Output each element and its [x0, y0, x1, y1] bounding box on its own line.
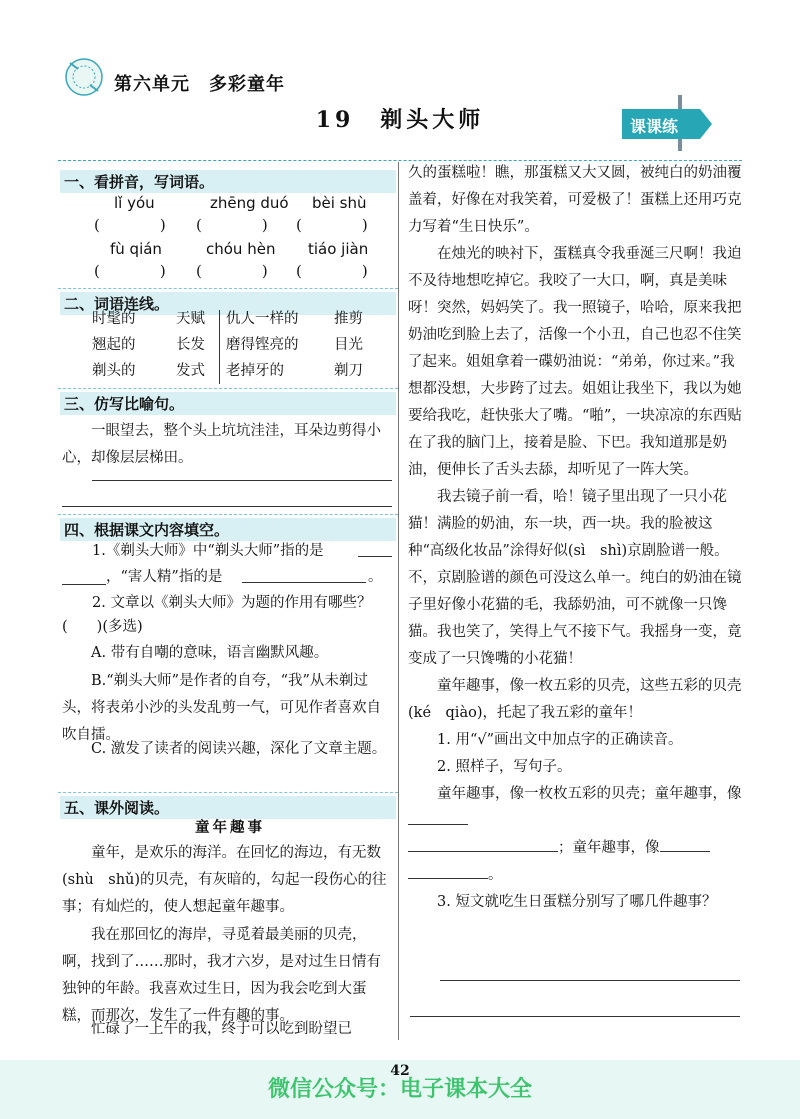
answer-line[interactable] — [408, 878, 488, 879]
story-paragraph: 童年趣事，像一枚五彩的贝壳，这些五彩的贝壳(ké qiào)，托起了我五彩的童年！ — [408, 678, 742, 721]
practice-tag-icon — [620, 105, 715, 143]
answer-line[interactable] — [410, 1016, 740, 1017]
question-4-1b: ，“害人精”指的是 — [106, 569, 223, 585]
match-left-word[interactable]: 剃头的 — [92, 363, 136, 379]
story-paragraph: 久的蛋糕啦！瞧，那蛋糕又大又圆，被纯白的奶油覆盖着，好像在对我笑着，可爱极了！蛋糕上还用巧克力写着“生日快乐”。 — [408, 165, 742, 235]
match-left-word[interactable]: 翘起的 — [92, 337, 136, 353]
question-4-2-choice[interactable]: ( )(多选) — [62, 619, 143, 635]
pinyin-5: chóu hèn — [206, 240, 276, 258]
pinyin-4: fù qián — [110, 240, 162, 258]
match-right-word[interactable]: 老掉牙的 — [226, 363, 284, 379]
match-right-word[interactable]: 仇人一样的 — [226, 311, 299, 327]
question-5-2-stem — [408, 781, 743, 835]
option-b-text: B.“剃头大师”是作者的自夸，“我”从未剃过头，将表弟小沙的头发乱剪一气，可见作者喜欢自吹自擂。 — [62, 673, 381, 743]
page-number: 42 — [390, 1063, 410, 1079]
match-right-word[interactable]: 目光 — [334, 337, 363, 353]
match-right-word[interactable]: 剃刀 — [334, 363, 363, 379]
story-paragraph — [62, 840, 392, 921]
answer-line[interactable] — [92, 480, 392, 481]
pinyin-3: bèi shù — [312, 194, 367, 212]
question-5-2: 2. 照样子，写句子。 — [437, 759, 572, 775]
section-3-title: 三、仿写比喻句。 — [60, 392, 396, 415]
answer-blank[interactable]: ( ) — [296, 262, 368, 280]
answer-line[interactable] — [62, 506, 392, 507]
section-5-title: 五、课外阅读。 — [60, 796, 396, 819]
answer-line[interactable] — [660, 851, 710, 852]
story-paragraph — [62, 1016, 392, 1043]
option-a-text: A. 带有自嘲的意味，语言幽默风趣。 — [91, 645, 329, 661]
answer-line[interactable] — [440, 980, 740, 981]
match-left-word[interactable]: 发式 — [176, 363, 205, 379]
question-4-1c: 。 — [368, 569, 383, 585]
question-5-2-stem-2 — [408, 835, 743, 862]
pinyin-2: zhēng duó — [210, 194, 289, 212]
match-left-word[interactable]: 长发 — [176, 337, 205, 353]
section-4-title: 四、根据课文内容填空。 — [60, 518, 396, 541]
match-divider — [219, 310, 220, 384]
story-title: 童年趣事 — [195, 819, 265, 836]
question-4-1a: 1.《剃头大师》中“剃头大师”指的是 — [92, 543, 324, 559]
section-2-title: 二、词语连线。 — [60, 292, 396, 315]
match-right-word[interactable]: 推剪 — [334, 311, 363, 327]
match-left-word[interactable]: 天赋 — [176, 311, 205, 327]
answer-blank[interactable]: ( ) — [196, 262, 268, 280]
unit-badge-icon — [62, 55, 106, 99]
section-divider — [58, 288, 398, 289]
story-paragraph: 在烛光的映衬下，蛋糕真令我垂涎三尺啊！我迫不及待地想吃掉它。我咬了一大口，啊，真是美味呀！突然，妈妈笑了。我一照镜子，哈哈，原来我把奶油吃到脸上去了，活像一个小丑，自己也忍不住笑了起来。姐姐拿着一碟奶油说：“弟弟，你过来。”我想都没想，大步跨了过去。姐姐让我坐下，我以为她要给我吃，赶快张大了嘴。“啪”，一块凉凉的东西贴在了我的脑门上，接着是脸、下巴。我知道那是奶油，便伸长了舌头去舔，却听见了一阵大笑。 — [408, 246, 742, 478]
section-divider — [58, 388, 398, 389]
section-divider — [58, 514, 398, 515]
answer-blank[interactable]: ( ) — [196, 216, 268, 234]
answer-line[interactable] — [62, 584, 106, 585]
answer-blank[interactable]: ( ) — [94, 262, 166, 280]
answer-blank[interactable]: ( ) — [296, 216, 368, 234]
simile-example-text: 一眼望去，整个头上坑坑洼洼，耳朵边剪得小心，却像层层梯田。 — [62, 423, 381, 466]
practice-tag-label: 课课练 — [630, 117, 679, 136]
column-divider — [398, 162, 399, 1040]
story-paragraph-text: 童年，是欢乐的海洋。在回忆的海边，有无数(shù shǔ)的贝壳，有灰暗的，勾起一段伤心的往事；有灿烂的，使人想起童年趣事。 — [62, 845, 387, 915]
question-5-2-text: 。 — [488, 867, 503, 883]
unit-title: 第六单元 多彩童年 — [114, 74, 285, 95]
story-paragraph: 我去镜子前一看，哈！镜子里出现了一只小花猫！满脸的奶油，东一块，西一块。我的脸被这种“高级化妆品”涂得好似(sì shì)京剧脸谱一般。不，京剧脸谱的颜色可没这么单一。纯白的奶油在镜子里好像小花猫的毛，我舔奶油，可不就像一只馋猫。我也笑了，笑得上气不接下气。我摇身一变，竟变成了一只馋嘴的小花猫！ — [408, 489, 742, 667]
question-5-2-text: 童年趣事，像一枚枚五彩的贝壳；童年趣事，像 — [437, 786, 742, 802]
question-5-2-text: ；童年趣事，像 — [558, 840, 660, 856]
watermark-text: 微信公众号：电子课本大全 — [267, 1077, 532, 1102]
match-right-word[interactable]: 磨得铿亮的 — [226, 337, 299, 353]
story-paragraph-text: 忙碌了一上午的我，终于可以吃到盼望已 — [91, 1021, 352, 1037]
story-paragraph-text: 我在那回忆的海岸，寻觅着最美丽的贝壳，啊，找到了……那时，我才六岁，是对过生日情有独钟的年龄。我喜欢过生日，因为我会吃到大蛋糕，而那次，发生了一件有趣的事。 — [62, 927, 381, 1024]
lesson-title: 19 剃头大师 — [315, 107, 485, 133]
answer-line[interactable] — [408, 851, 558, 852]
answer-line[interactable] — [358, 556, 392, 557]
question-5-2-stem-3 — [408, 862, 743, 889]
story-paragraph — [62, 922, 392, 1030]
right-column — [408, 160, 743, 916]
option-a[interactable] — [62, 640, 392, 667]
answer-line[interactable] — [242, 582, 366, 583]
question-4-2: 2. 文章以《剃头大师》为题的作用有哪些？ — [92, 595, 372, 611]
answer-blank[interactable]: ( ) — [94, 216, 166, 234]
answer-line[interactable] — [408, 824, 468, 825]
option-c[interactable] — [62, 736, 392, 763]
option-c-text: C. 激发了读者的阅读兴趣，深化了文章主题。 — [91, 741, 387, 757]
pinyin-6: tiáo jiàn — [308, 240, 369, 258]
section-1-title: 一、看拼音，写词语。 — [60, 170, 396, 193]
section-divider — [58, 792, 398, 793]
simile-example — [62, 418, 392, 472]
match-left-word[interactable]: 时髦的 — [92, 311, 136, 327]
pinyin-1: lǐ yóu — [114, 194, 155, 212]
question-5-1: 1. 用“√”画出文中加点字的正确读音。 — [437, 732, 683, 748]
question-5-3: 3. 短文就吃生日蛋糕分别写了哪几件趣事？ — [437, 894, 717, 910]
